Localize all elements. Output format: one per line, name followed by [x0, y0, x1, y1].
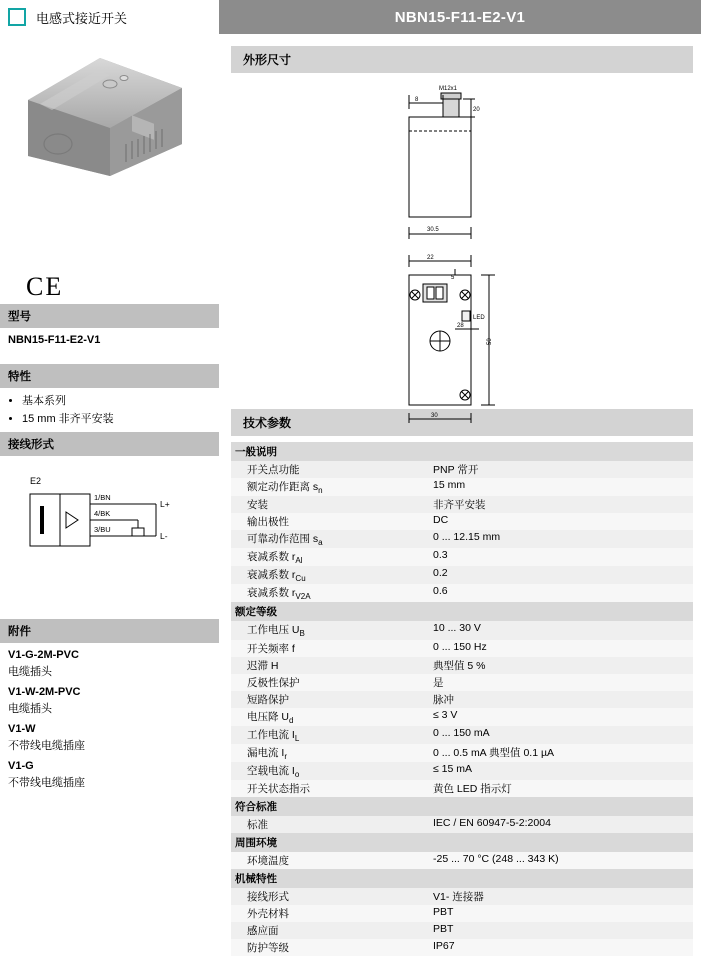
- tech-key: 开关点功能: [231, 461, 431, 478]
- tech-key: 工作电流 $I_L$: [231, 726, 431, 744]
- tech-value: PBT: [431, 922, 693, 939]
- tech-value: 0.6: [431, 584, 693, 602]
- product-photo: [14, 48, 204, 178]
- model-banner: NBN15-F11-E2-V1: [219, 0, 701, 34]
- tech-value: ≤ 15 mA: [431, 762, 693, 780]
- right-column: [219, 34, 701, 954]
- tech-value: PBT: [431, 905, 693, 922]
- tech-value: 是: [431, 674, 693, 691]
- tech-group-header: [231, 797, 693, 816]
- tech-key: 电压降 $U_d$: [231, 708, 431, 726]
- table-row: [231, 584, 693, 602]
- table-row: [231, 726, 693, 744]
- section-title-features: 特性: [0, 364, 219, 388]
- tech-value: 0 ... 12.15 mm: [431, 530, 693, 548]
- svg-text:20: 20: [473, 107, 480, 113]
- tech-key: 可靠动作范围 $s_a$: [231, 530, 431, 548]
- dimension-drawings: [219, 79, 701, 419]
- svg-text:8: 8: [415, 97, 419, 103]
- table-row: [231, 513, 693, 530]
- list-item: • 15 mm 非齐平安装: [22, 410, 219, 426]
- svg-text:L+: L+: [160, 499, 170, 509]
- accessory-desc: 电缆插头: [8, 703, 52, 715]
- tech-key: 反极性保护: [231, 674, 431, 691]
- tech-value: 典型值 5 %: [431, 657, 693, 674]
- tech-value: 0 ... 150 Hz: [431, 640, 693, 657]
- table-row: [231, 780, 693, 797]
- tech-key: 衰减系数 $r_{Cu}$: [231, 566, 431, 584]
- table-row: [231, 496, 693, 513]
- tech-group-header: [231, 442, 693, 461]
- tech-key: 空载电流 $I_o$: [231, 762, 431, 780]
- accessory-name: V1-W-2M-PVC: [8, 686, 81, 698]
- tech-group-title: 符合标准: [231, 797, 693, 816]
- tech-spec-table: [231, 442, 693, 956]
- section-title-wiring: 接线形式: [0, 432, 219, 456]
- tech-group-header: [231, 833, 693, 852]
- tech-key: 工作电压 $U_B$: [231, 621, 431, 639]
- table-row: [231, 939, 693, 956]
- tech-key: 感应面: [231, 922, 431, 939]
- svg-text:50: 50: [487, 338, 493, 345]
- table-row: [231, 744, 693, 762]
- tech-key: 标准: [231, 816, 431, 833]
- tech-value: IP67: [431, 939, 693, 956]
- tech-group-title: 机械特性: [231, 869, 693, 888]
- table-row: [231, 674, 693, 691]
- svg-text:28: 28: [457, 323, 464, 329]
- tech-key: 迟滞 H: [231, 657, 431, 674]
- accessory-name: V1-G: [8, 760, 34, 772]
- tech-group-header: [231, 869, 693, 888]
- tech-key: 外壳材料: [231, 905, 431, 922]
- table-row: [231, 762, 693, 780]
- tech-key: 额定动作距离 $s_n$: [231, 478, 431, 496]
- wiring-diagram: [8, 466, 211, 574]
- svg-text:LED: LED: [473, 315, 485, 321]
- section-features: [0, 364, 219, 430]
- left-column: [0, 34, 219, 882]
- tech-group-title: 周围环境: [231, 833, 693, 852]
- svg-text:L-: L-: [160, 531, 168, 541]
- tech-key: 漏电流 $I_r$: [231, 744, 431, 762]
- table-row: [231, 905, 693, 922]
- table-row: [231, 888, 693, 905]
- accessory-name: V1-G-2M-PVC: [8, 649, 79, 661]
- table-row: [231, 530, 693, 548]
- tech-value: 10 ... 30 V: [431, 621, 693, 639]
- section-wiring: [0, 432, 219, 574]
- table-row: [231, 852, 693, 869]
- tech-key: 安装: [231, 496, 431, 513]
- tech-value: -25 ... 70 °C (248 ... 343 K): [431, 852, 693, 869]
- table-row: [231, 640, 693, 657]
- section-title-dimensions: 外形尺寸: [231, 46, 693, 73]
- svg-text:5: 5: [451, 275, 455, 281]
- tech-key: 防护等级: [231, 939, 431, 956]
- tech-value: IEC / EN 60947-5-2:2004: [431, 816, 693, 833]
- table-row: [231, 621, 693, 639]
- accessory-desc: 电缆插头: [8, 666, 52, 678]
- wiring-label-e2: E2: [30, 476, 42, 486]
- tech-value: 0.3: [431, 548, 693, 566]
- svg-text:4/BK: 4/BK: [94, 509, 111, 518]
- table-row: [231, 566, 693, 584]
- section-title-tech: 技术参数: [231, 409, 693, 436]
- tech-value: 15 mm: [431, 478, 693, 496]
- section-accessories: [0, 619, 219, 791]
- tech-key: 环境温度: [231, 852, 431, 869]
- tech-key: 衰减系数 $r_{V2A}$: [231, 584, 431, 602]
- header-left: [0, 0, 219, 34]
- tech-group-title: 额定等级: [231, 602, 693, 621]
- square-logo-icon: [8, 8, 26, 26]
- svg-text:30.5: 30.5: [427, 227, 439, 233]
- tech-value: 黄色 LED 指示灯: [431, 780, 693, 797]
- table-row: [231, 478, 693, 496]
- tech-value: 非齐平安装: [431, 496, 693, 513]
- table-row: [231, 461, 693, 478]
- tech-value: DC: [431, 513, 693, 530]
- tech-value: 0.2: [431, 566, 693, 584]
- tech-group-title: 一般说明: [231, 442, 693, 461]
- tech-value: 脉冲: [431, 691, 693, 708]
- table-row: [231, 548, 693, 566]
- table-row: [231, 691, 693, 708]
- tech-key: 开关频率 f: [231, 640, 431, 657]
- accessory-name: V1-W: [8, 723, 36, 735]
- svg-text:1/BN: 1/BN: [94, 493, 111, 502]
- svg-text:3/BU: 3/BU: [94, 525, 111, 534]
- tech-key: 接线形式: [231, 888, 431, 905]
- list-item: • 基本系列: [22, 392, 219, 408]
- tech-value: ≤ 3 V: [431, 708, 693, 726]
- tech-key: 衰减系数 $r_{Al}$: [231, 548, 431, 566]
- accessory-desc: 不带线电缆插座: [8, 740, 85, 752]
- section-model: [0, 304, 219, 348]
- tech-value: 0 ... 150 mA: [431, 726, 693, 744]
- page-title: 电感式接近开关: [36, 10, 128, 26]
- section-title-model: 型号: [0, 304, 219, 328]
- svg-text:22: 22: [427, 255, 434, 261]
- svg-text:30: 30: [431, 413, 438, 419]
- tech-key: 输出极性: [231, 513, 431, 530]
- table-row: [231, 922, 693, 939]
- ce-mark: CE: [26, 272, 64, 301]
- tech-value: V1- 连接器: [431, 888, 693, 905]
- tech-value: 0 ... 0.5 mA 典型值 0.1 µA: [431, 744, 693, 762]
- tech-key: 短路保护: [231, 691, 431, 708]
- table-row: [231, 708, 693, 726]
- tech-value: PNP 常开: [431, 461, 693, 478]
- svg-text:M12x1: M12x1: [439, 86, 458, 92]
- tech-group-header: [231, 602, 693, 621]
- feature-list: [0, 392, 219, 426]
- model-value: NBN15-F11-E2-V1: [8, 334, 101, 346]
- table-row: [231, 816, 693, 833]
- table-row: [231, 657, 693, 674]
- accessory-desc: 不带线电缆插座: [8, 777, 85, 789]
- section-title-accessories: 附件: [0, 619, 219, 643]
- tech-key: 开关状态指示: [231, 780, 431, 797]
- page-header: [0, 0, 701, 34]
